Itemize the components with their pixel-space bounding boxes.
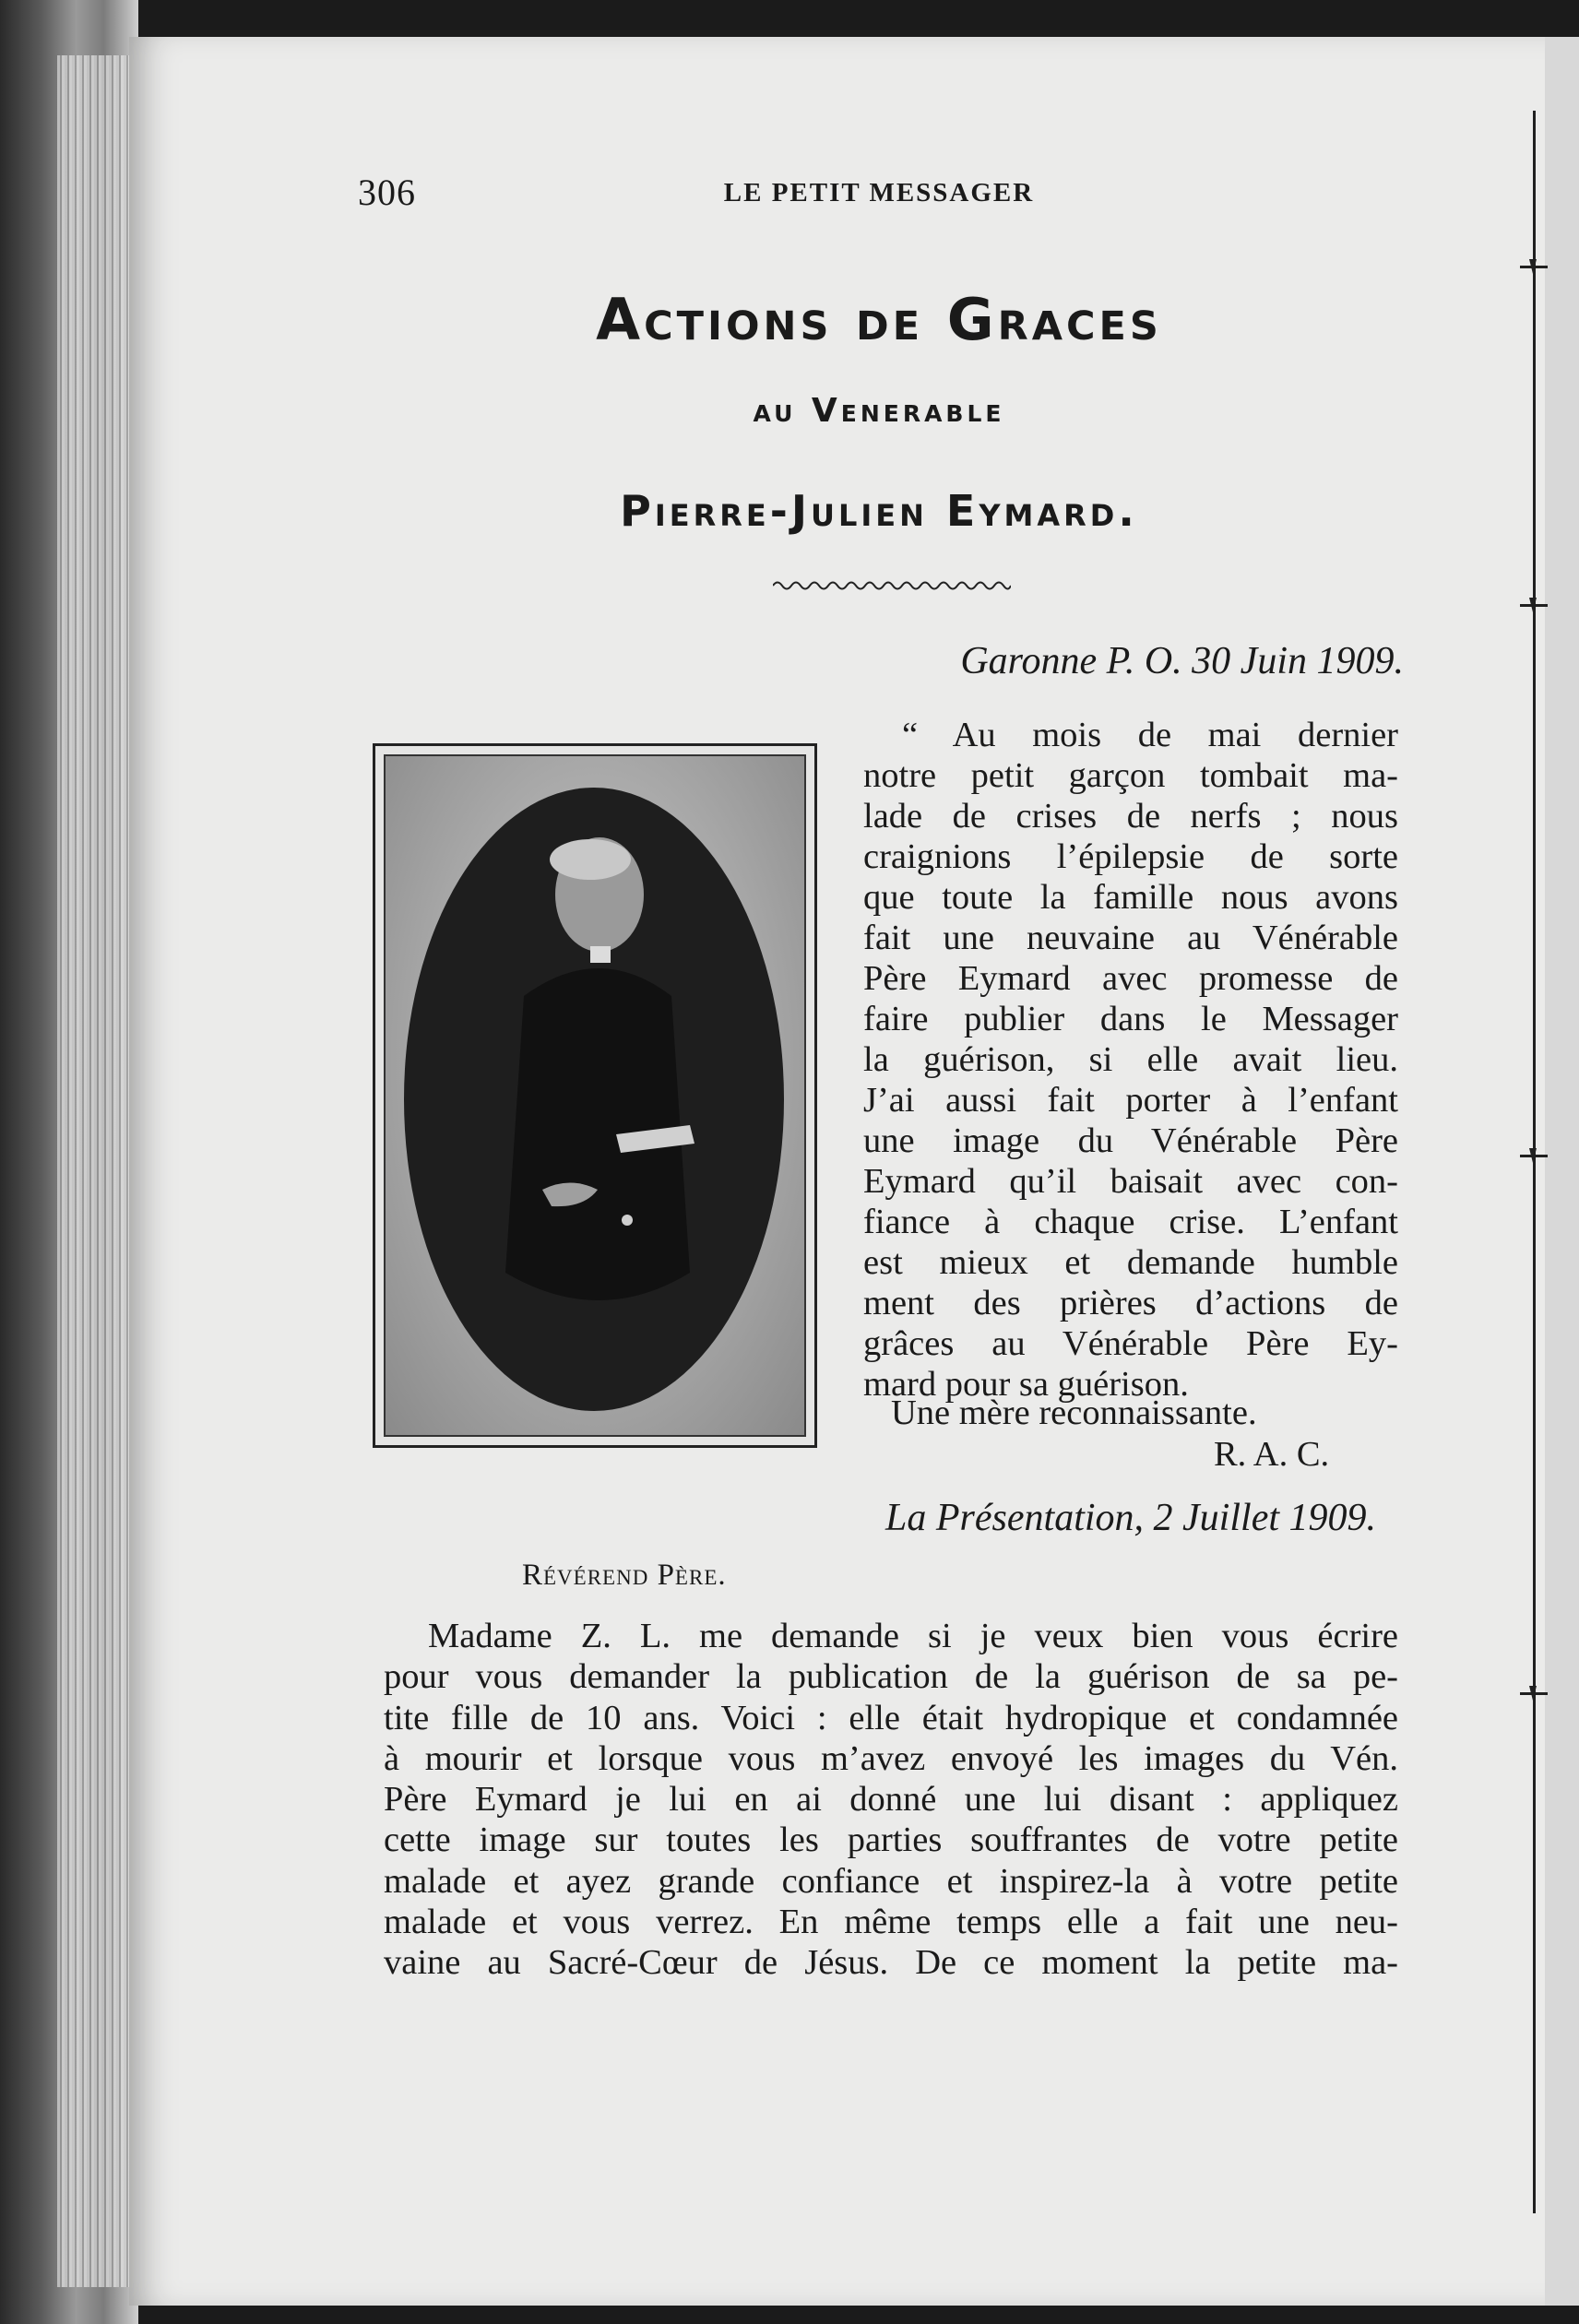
text-line: cette image sur toutes les parties souffrantes de votre petite	[384, 1820, 1398, 1860]
text-line: que toute la famille nous avons	[863, 878, 1398, 917]
margin-tick	[1520, 1155, 1548, 1157]
letter-1-initials: R. A. C.	[1214, 1435, 1330, 1474]
text-line: “ Au mois de mai dernier	[902, 716, 1398, 754]
text-line: pour vous demander la publication de la guérison de sa pe-	[384, 1657, 1398, 1697]
margin-tick	[1520, 266, 1548, 268]
text-line: fiance à chaque crise. L’enfant	[863, 1203, 1398, 1241]
portrait-photo	[384, 754, 806, 1437]
scanner-margin	[1545, 37, 1579, 2306]
text-line: Père Eymard je lui en ai donné une lui disant : appliquez	[384, 1780, 1398, 1820]
text-line: la guérison, si elle avait lieu.	[863, 1040, 1398, 1079]
text-line: grâces au Vénérable Père Ey-	[863, 1324, 1398, 1363]
text-line: malade et ayez grande confiance et inspirez-la à votre petite	[384, 1861, 1398, 1901]
margin-tick	[1520, 604, 1548, 607]
wavy-rule-ornament	[773, 576, 1011, 595]
margin-tick	[1520, 1692, 1548, 1695]
text-line: Père Eymard avec promesse de	[863, 959, 1398, 998]
text-line: craignions l’épilepsie de sorte	[863, 837, 1398, 876]
text-line: ment des prières d’actions de	[863, 1284, 1398, 1322]
text-line: J’ai aussi fait porter à l’enfant	[863, 1081, 1398, 1120]
letter-1-signature: Une mère reconnaissante.	[891, 1393, 1257, 1432]
text-line: vaine au Sacré-Cœur de Jésus. De ce moment la petite ma-	[384, 1943, 1398, 1983]
text-line: lade de crises de nerfs ; nous	[863, 797, 1398, 836]
text-line: tite fille de 10 ans. Voici : elle était hydropique et condamnée	[384, 1698, 1398, 1737]
article-name-line: Pierre-Julien Eymard.	[620, 486, 1138, 536]
letter-2-text	[384, 1616, 1398, 1984]
dateline-presentation: La Présentation, 2 Juillet 1909.	[885, 1497, 1376, 1539]
text-line: notre petit garçon tombait ma-	[863, 756, 1398, 795]
text-line: mard pour sa guérison.	[863, 1365, 1189, 1404]
text-line: faire publier dans le Messager	[863, 1000, 1398, 1038]
page-stack-edges	[57, 55, 138, 2287]
journal-name: LE PETIT MESSAGER	[723, 178, 1035, 208]
page-number: 306	[358, 172, 416, 213]
dateline-garonne: Garonne P. O. 30 Juin 1909.	[960, 640, 1404, 682]
right-margin-rule	[1533, 111, 1536, 2213]
text-line: malade et vous verrez. En même temps elle a fait une neu-	[384, 1903, 1398, 1942]
letter-1-text	[863, 715, 1398, 1405]
text-line: une image du Vénérable Père	[863, 1121, 1398, 1160]
text-line: Eymard qu’il baisait avec con-	[863, 1162, 1398, 1201]
portrait-oval-illustration	[386, 756, 802, 1433]
article-subtitle: au Venerable	[753, 392, 1005, 430]
text-line: à mourir et lorsque vous m’avez envoyé les images du Vén.	[384, 1738, 1398, 1778]
letter-2-salutation: Révérend Père.	[522, 1559, 727, 1592]
text-line: Madame Z. L. me demande si je veux bien vous écrire	[428, 1617, 1398, 1655]
text-line: est mieux et demande humble	[863, 1243, 1398, 1282]
text-line: fait une neuvaine au Vénérable	[863, 919, 1398, 957]
article-title: Actions de Graces	[596, 286, 1162, 353]
running-head	[358, 171, 1400, 217]
portrait-image	[373, 743, 817, 1448]
